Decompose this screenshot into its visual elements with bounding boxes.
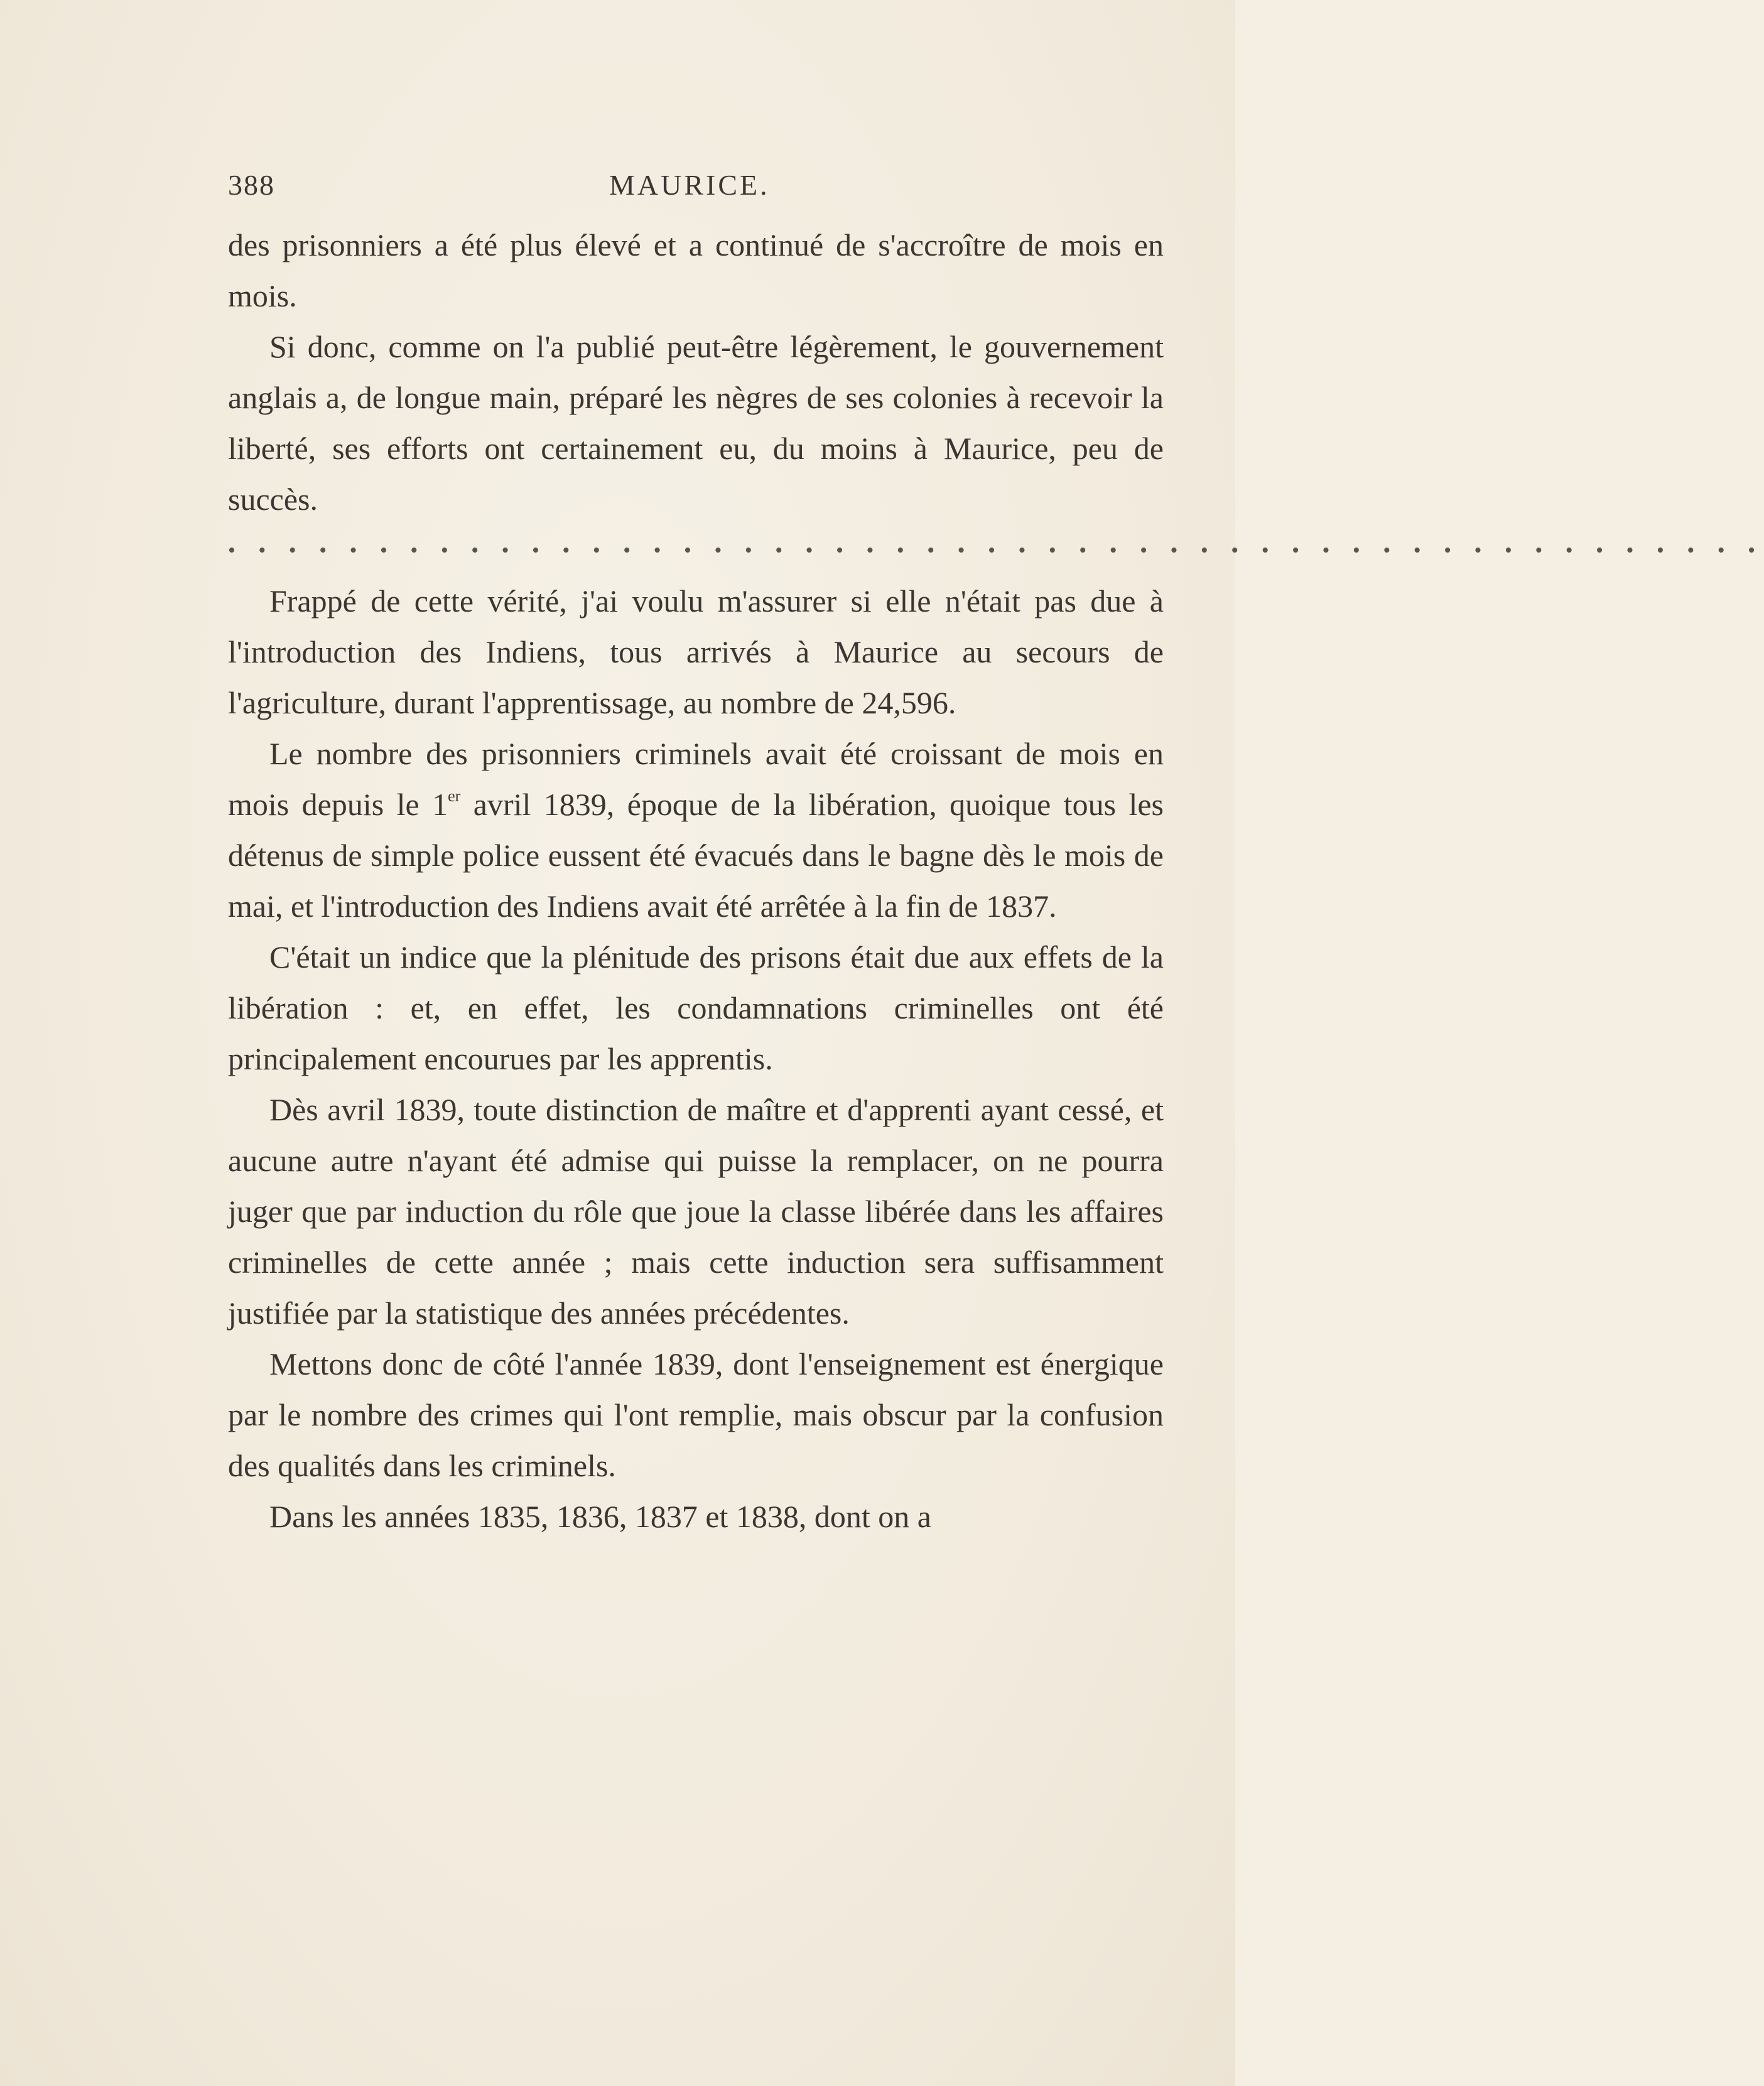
paragraph-continuation: des prisonniers a été plus élevé et a continué de s'accroître de mois en mois. [228,227,1164,313]
paragraph: Mettons donc de côté l'année 1839, dont l'enseignement est énergique par le nombre des crimes qui l'ont remplie, mais obscur par la confusion des qualités dans les criminels. [228,1346,1164,1483]
ellipsis-separator: • • • • • • • • • • • • • • • • • • • • • • • • • • • • • • • • • • • • • • • • • • • • • • • • • • • [228,539,1764,562]
paragraph: Frappé de cette vérité, j'ai voulu m'assurer si elle n'était pas due à l'introduction des Indiens, tous arrivés à Maurice au secours de l'agriculture, durant l'apprentissage, au nombre de 24,596. [228,583,1164,720]
paragraph: C'était un indice que la plénitude des prisons était due aux effets de la libération : et, en effet, les condamnations criminelles ont été principalement encourues par les apprentis. [228,939,1164,1076]
ordinal-superscript: er [448,787,461,805]
paragraph-text: avril 1839, époque de la libération, quoique tous les détenus de simple police eussent été évacués dans le bagne dès le mois de mai, et l'introduction des Indiens avait été arrêtée à la fin de 1837. [228,787,1164,924]
page-number: 388 [228,169,275,201]
paragraph [228,728,1164,932]
running-title: MAURICE. [609,169,770,201]
paragraph: Dès avril 1839, toute distinction de maître et d'apprenti ayant cessé, et aucune autre n'ayant été admise qui puisse la remplacer, on ne pourra juger que par induction du rôle que joue la classe libérée dans les affaires criminelles de cette année ; mais cette induction sera suffisamment justifiée par la statistique des années précédentes. [228,1092,1164,1331]
body-text [228,220,1764,1542]
paragraph: Dans les années 1835, 1836, 1837 et 1838, dont on a [269,1499,932,1534]
paragraph-text: Le nombre des prisonniers criminels avait été croissant de mois en mois depuis le 1 [228,736,1164,822]
paragraph: Si donc, comme on l'a publié peut-être légèrement, le gouvernement anglais a, de longue main, préparé les nègres de ses colonies à recevoir la liberté, ses efforts ont certainement eu, du moins à Maurice, peu de succès. [228,329,1164,517]
running-head [228,168,1164,206]
